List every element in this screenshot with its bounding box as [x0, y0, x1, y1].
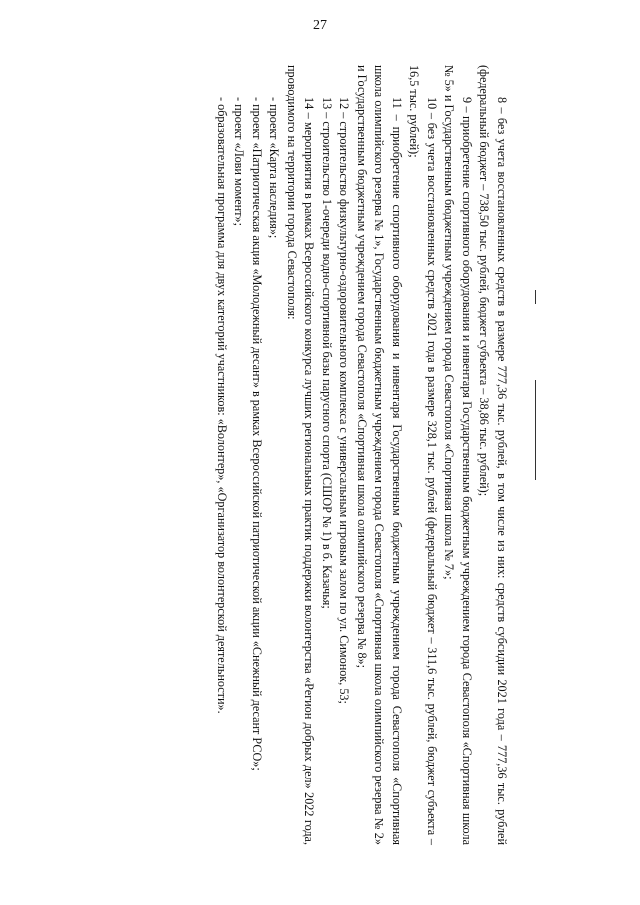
- footnote-item-10: 10 – без учета восстановленных средств 2021 года в размере 328,1 тыс. рублей (федеральный бюджет – 311,6 тыс. рублей, бюджет субъекта – 16,5 тыс. рублей);: [407, 65, 439, 845]
- bullet-item: - проект «Лови момент»;: [232, 97, 247, 227]
- footnote-item-8: 8 – без учета восстановленных средств в размере 777,36 тыс. рублей, в том числе из них: средств субсидии 2021 года – 777,36 тыс. рублей (федеральный бюджет – 738,50 тыс. рублей, бюджет субъекта – 38,86 тыс. рублей);: [477, 65, 509, 845]
- footnote-item-14: 14 – мероприятия в рамках Всероссийского конкурса лучших региональных практик поддержки волонтерства «Регион добрых дел» 2022 года, проводимого на территории города Севастополя:: [285, 65, 317, 845]
- separator-line: [535, 380, 536, 480]
- footnote-item-13: 13 – строительство 1-очереди водно-спортивной базы парусного спорта (СШОР № 1) в б. Казачья;: [320, 97, 334, 609]
- footnote-item-9: 9 – приобретение спортивного оборудования и инвентаря Государственным бюджетным учреждением города Севастополя «Спортивная школа № 5» и Государственным бюджетным учреждением города Севастополя «Спортивная школа № 7»;: [442, 65, 474, 845]
- footnotes-block: [120, 65, 510, 845]
- footnote-item-12: 12 – строительство физкультурно-оздоровительного комплекса с универсальным игровым залом по ул. Симонок, 53;: [337, 97, 352, 704]
- footnote-item-11: 11 – приобретение спортивного оборудования и инвентаря Государственным бюджетным учреждением города Севастополя «Спортивная школа олимпийского резерва № 1», Государственным бюджетным учреждением города Севастополя «Спортивная школа олимпийского резерва № 2» и Государственным бюджетным учреждением города Севастополя «Спортивная школа олимпийского резерва № 8»;: [355, 65, 404, 845]
- bullet-item: - проект «Карта наследия»;: [267, 97, 282, 239]
- page-number: 27: [313, 18, 327, 33]
- separator-tick: [535, 290, 536, 304]
- bullet-item: - проект «Патриотическая акция «Молодежный десант» в рамках Всероссийской патриотической акции «Снежный десант РСО»;: [250, 97, 264, 771]
- bullet-item: - образовательная программа для двух категорий участников: «Волонтер», «Организатор волонтерской деятельности».: [215, 97, 229, 714]
